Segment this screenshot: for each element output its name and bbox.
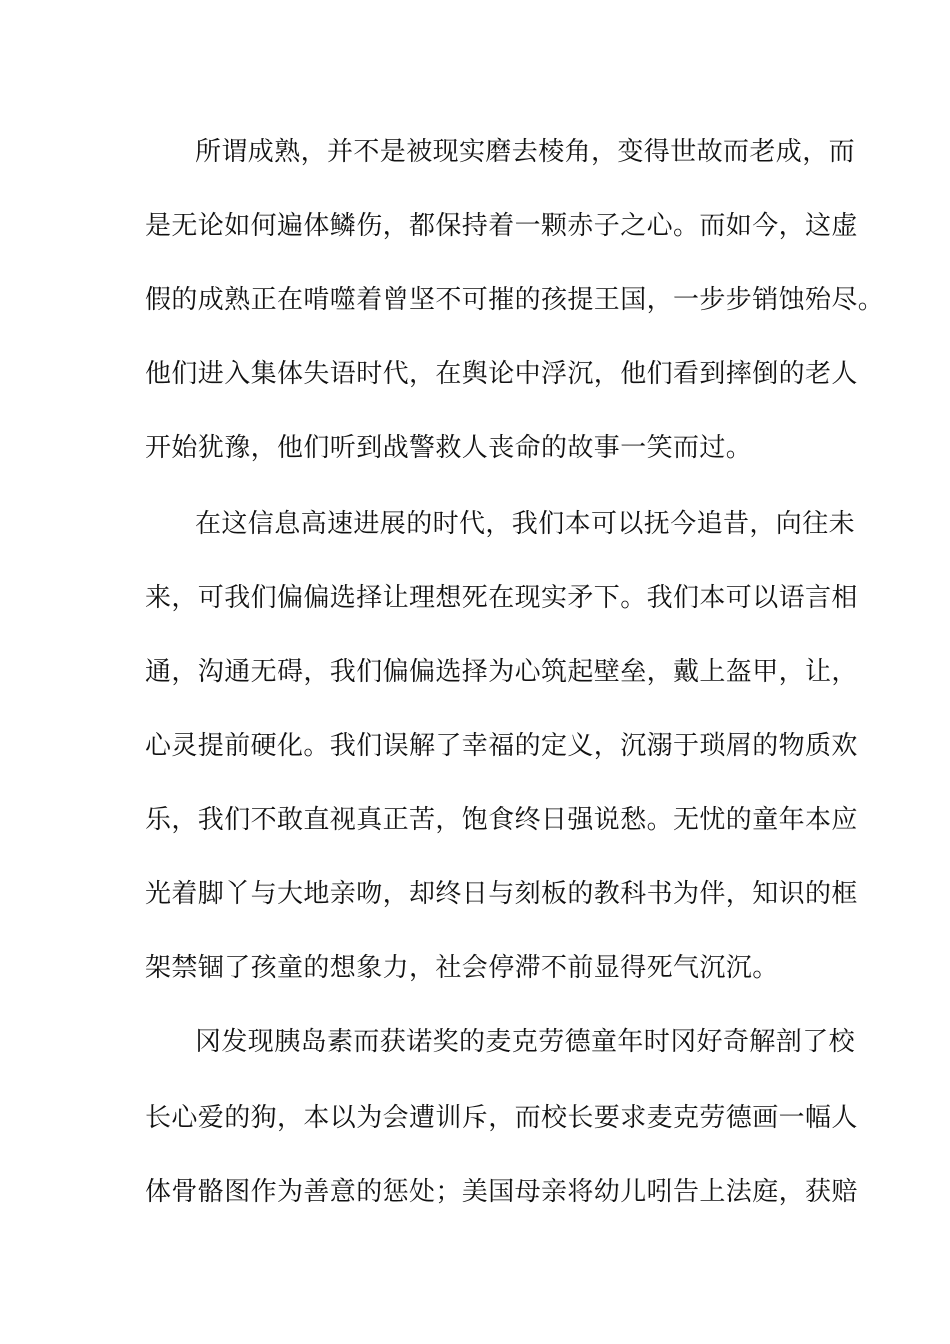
paragraph-2-line-5: 乐，我们不敢直视真正苦，饱食终日强说愁。无忧的童年本应 bbox=[145, 805, 858, 835]
paragraph-3-line-1: 冈发现胰岛素而获诺奖的麦克劳德童年时冈好奇解剖了校 bbox=[195, 1027, 856, 1057]
paragraph-2-line-3: 通，沟通无碍，我们偏偏选择为心筑起壁垒，戴上盔甲，让， bbox=[145, 657, 858, 687]
paragraph-1-line-3: 假的成熟正在啃噬着曾坚不可摧的孩提王国，一步步销蚀殆尽。 bbox=[145, 285, 885, 315]
paragraph-1-line-5: 开始犹豫，他们听到战警救人丧命的故事一笑而过。 bbox=[145, 433, 753, 463]
paragraph-1-line-2: 是无论如何遍体鳞伤，都保持着一颗赤子之心。而如今，这虚 bbox=[145, 211, 858, 241]
paragraph-3-line-3: 体骨骼图作为善意的惩处；美国母亲将幼儿吲告上法庭，获赔 bbox=[145, 1177, 858, 1207]
paragraph-2-line-4: 心灵提前硬化。我们误解了幸福的定义，沉溺于琐屑的物质欢 bbox=[145, 731, 858, 761]
paragraph-2-line-2: 来，可我们偏偏选择让理想死在现实矛下。我们本可以语言相 bbox=[145, 583, 858, 613]
paragraph-1-line-1: 所谓成熟，并不是被现实磨去棱角，变得世故而老成，而 bbox=[195, 137, 856, 167]
paragraph-1-line-4: 他们进入集体失语时代，在舆论中浮沉，他们看到摔倒的老人 bbox=[145, 359, 858, 389]
paragraph-3-line-2: 长心爱的狗，本以为会遭训斥，而校长要求麦克劳德画一幅人 bbox=[145, 1103, 858, 1133]
paragraph-2-line-7: 架禁锢了孩童的想象力，社会停滞不前显得死气沉沉。 bbox=[145, 953, 779, 983]
paragraph-2-line-1: 在这信息高速进展的时代，我们本可以抚今追昔，向往未 bbox=[195, 509, 856, 539]
paragraph-2-line-6: 光着脚丫与大地亲吻，却终日与刻板的教科书为伴，知识的框 bbox=[145, 879, 858, 909]
